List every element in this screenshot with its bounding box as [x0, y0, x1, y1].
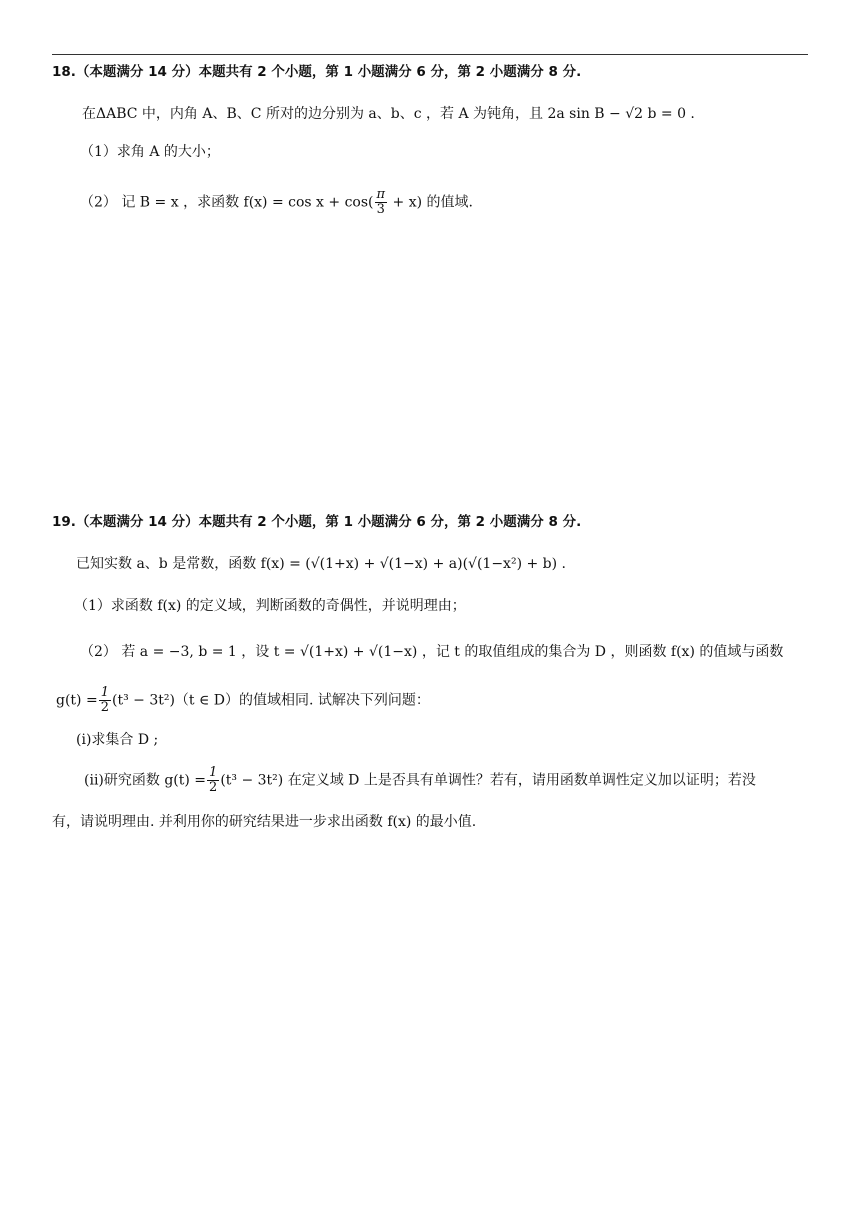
g-pre: g(t) = [56, 692, 98, 709]
one-half-fraction [99, 686, 111, 715]
q18-header: 18.（本题满分 14 分）本题共有 2 个小题，第 1 小题满分 6 分，第 2 小题满分 8 分. [52, 64, 582, 80]
top-rule [52, 54, 808, 55]
q18-part2 [80, 188, 473, 217]
q19-stem: 已知实数 a、b 是常数，函数 f(x) = (√(1+x) + √(1−x) + a)(√(1−x²) + b) . [76, 556, 566, 572]
fraction-denominator: 3 [376, 202, 385, 217]
q18-part2-post: + x) 的值域. [388, 194, 473, 211]
sub-ii-post: (t³ − 3t²) 在定义域 D 上是否具有单调性？若有，请用函数单调性定义加以证明；若没 [220, 772, 756, 789]
q19-g-definition [56, 686, 430, 715]
g-post: (t³ − 3t²)（t ∈ D）的值域相同. 试解决下列问题： [111, 692, 430, 709]
q18-part1: （1）求角 A 的大小； [80, 144, 220, 160]
sub-ii-pre: (ii)研究函数 g(t) = [84, 772, 207, 789]
one-half-fraction [207, 766, 219, 795]
fraction-numerator: 1 [100, 685, 109, 700]
fraction-numerator: π [376, 187, 386, 202]
fraction-numerator: 1 [209, 765, 218, 780]
q19-sub-ii-cont: 有，请说明理由. 并利用你的研究结果进一步求出函数 f(x) 的最小值. [52, 814, 477, 830]
q18-stem: 在ΔABC 中，内角 A、B、C 所对的边分别为 a、b、c ，若 A 为钝角，且 2a sin B − √2 b = 0 . [82, 106, 695, 122]
q19-part2: （2） 若 a = −3, b = 1 ，设 t = √(1+x) + √(1−x) ，记 t 的取值组成的集合为 D ，则函数 f(x) 的值域与函数 [80, 644, 784, 660]
fraction-denominator: 2 [100, 700, 109, 715]
q18-part2-pre: （2） 记 B = x ，求函数 f(x) = cos x + cos( [80, 194, 374, 211]
fraction-denominator: 2 [209, 780, 218, 795]
q19-header: 19.（本题满分 14 分）本题共有 2 个小题，第 1 小题满分 6 分，第 2 小题满分 8 分. [52, 514, 582, 530]
q19-sub-ii [84, 766, 756, 795]
pi-over-3-fraction [375, 188, 388, 217]
q19-sub-i: (i)求集合 D ; [76, 732, 159, 748]
q19-part1: （1）求函数 f(x) 的定义域，判断函数的奇偶性，并说明理由； [74, 598, 466, 614]
